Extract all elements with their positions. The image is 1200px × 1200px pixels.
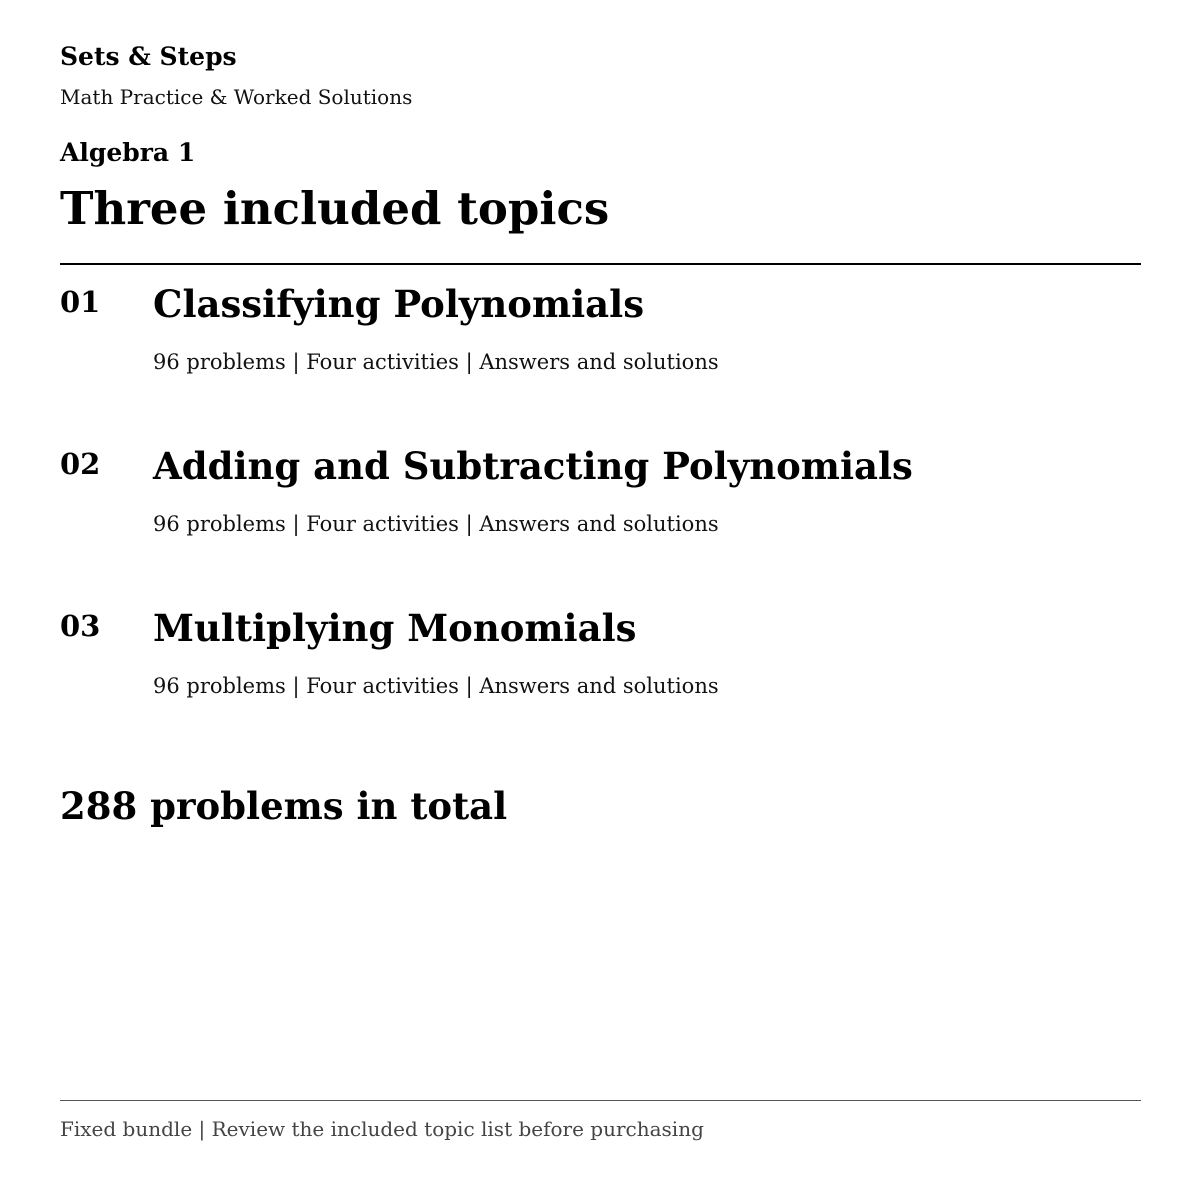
brand-tagline: Math Practice & Worked Solutions <box>60 85 413 109</box>
topic-title: Multiplying Monomials <box>153 606 637 650</box>
topic-item <box>60 284 1141 404</box>
brand-name: Sets & Steps <box>60 42 237 71</box>
page <box>60 0 1141 1200</box>
divider-bottom <box>60 1100 1141 1101</box>
problem-total: 288 problems in total <box>60 784 508 828</box>
topic-title: Adding and Subtracting Polynomials <box>153 444 913 488</box>
page-title: Three included topics <box>60 182 610 235</box>
topic-meta: 96 problems | Four activities | Answers and solutions <box>153 350 719 374</box>
course-label: Algebra 1 <box>60 138 196 167</box>
topic-number: 01 <box>60 285 101 319</box>
topic-meta: 96 problems | Four activities | Answers and solutions <box>153 674 719 698</box>
footer-note: Fixed bundle | Review the included topic list before purchasing <box>60 1117 704 1141</box>
topic-item <box>60 446 1141 566</box>
topic-title: Classifying Polynomials <box>153 282 645 326</box>
divider-top <box>60 263 1141 265</box>
topic-meta: 96 problems | Four activities | Answers and solutions <box>153 512 719 536</box>
topic-number: 02 <box>60 447 101 481</box>
topic-number: 03 <box>60 609 101 643</box>
topic-item <box>60 608 1141 728</box>
